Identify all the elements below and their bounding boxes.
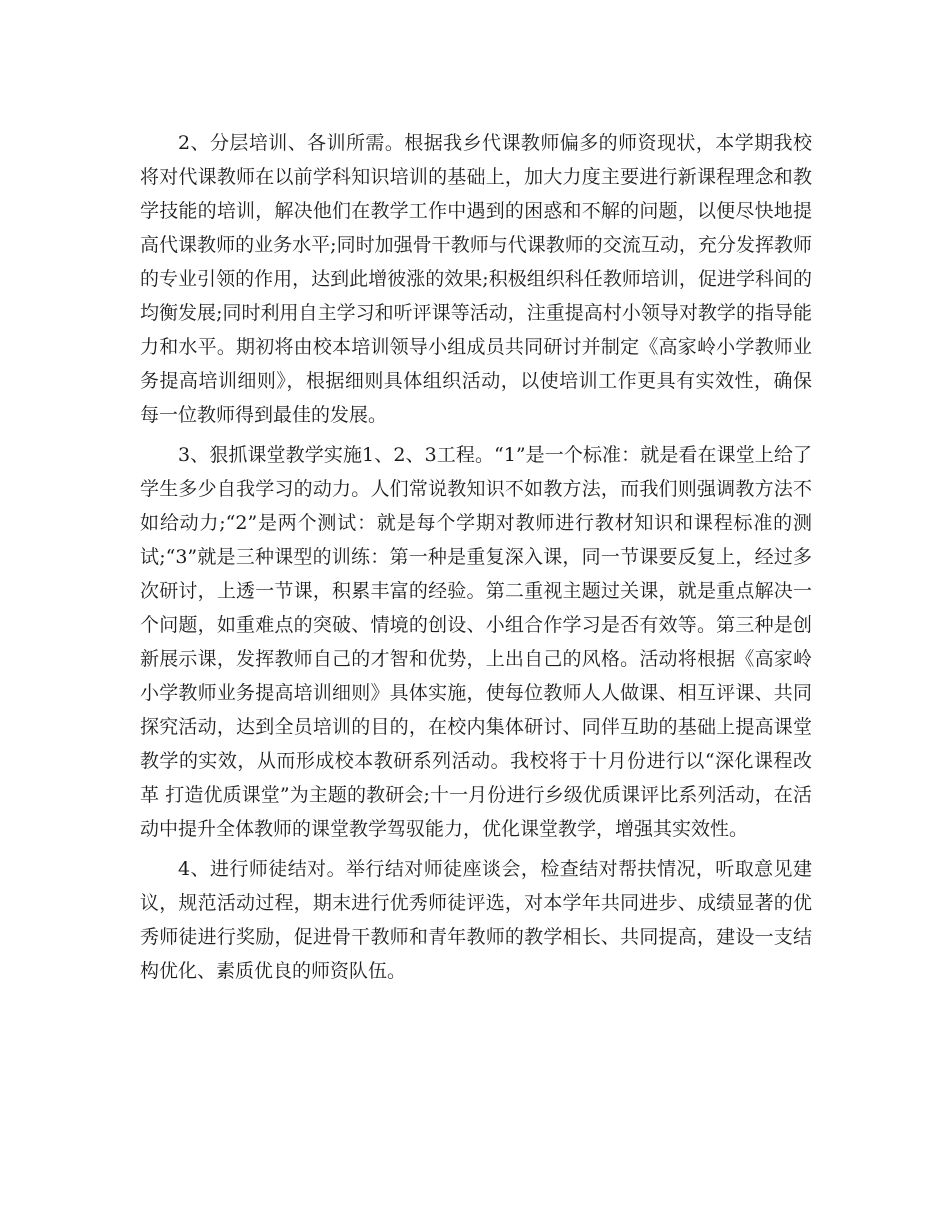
- paragraph-mentor-pairing: 4、进行师徒结对。举行结对师徒座谈会，检查结对帮扶情况，听取意见建议，规范活动过程，期末进行优秀师徒评选，对本学年共同进步、成绩显著的优秀师徒进行奖励，促进骨干教师和青年教师的教学相长、共同提高，建设一支结构优化、素质优良的师资队伍。: [140, 858, 812, 982]
- paragraph-classroom-teaching: 3、狠抓课堂教学实施1、2、3工程。“1”是一个标准：就是看在课堂上给了学生多少自我学习的动力。人们常说教知识不如教方法，而我们则强调教方法不如给动力;“2”是两个测试：就是每个学期对教师进行教材知识和课程标准的测试;“3”就是三种课型的训练：第一种是重复深入课，同一节课要反复上，经过多次研讨，上透一节课，积累丰富的经验。第二重视主题过关课，就是重点解决一个问题，如重难点的突破、情境的创设、小组合作学习是否有效等。第三种是创新展示课，发挥教师自己的才智和优势，上出自己的风格。活动将根据《高家岭小学教师业务提高培训细则》具体实施，使每位教师人人做课、相互评课、共同探究活动，达到全员培训的目的，在校内集体研讨、同伴互助的基础上提高课堂教学的实效，从而形成校本教研系列活动。我校将于十月份进行以“深化课程改革 打造优质课堂”为主题的教研会;十一月份进行乡级优质课评比系列活动，在活动中提升全体教师的课堂教学驾驭能力，优化课堂教学，增强其实效性。: [140, 444, 812, 840]
- document-body: [140, 126, 812, 994]
- paragraph-layered-training: 2、分层培训、各训所需。根据我乡代课教师偏多的师资现状，本学期我校将对代课教师在以前学科知识培训的基础上，加大力度主要进行新课程理念和教学技能的培训，解决他们在教学工作中遇到的困惑和不解的问题，以便尽快地提高代课教师的业务水平;同时加强骨干教师与代课教师的交流互动，充分发挥教师的专业引领的作用，达到此增彼涨的效果;积极组织科任教师培训，促进学科间的均衡发展;同时利用自主学习和听评课等活动，注重提高村小领导对教学的指导能力和水平。期初将由校本培训领导小组成员共同研讨并制定《高家岭小学教师业务提高培训细则》，根据细则具体组织活动，以使培训工作更具有实效性，确保每一位教师得到最佳的发展。: [140, 132, 812, 426]
